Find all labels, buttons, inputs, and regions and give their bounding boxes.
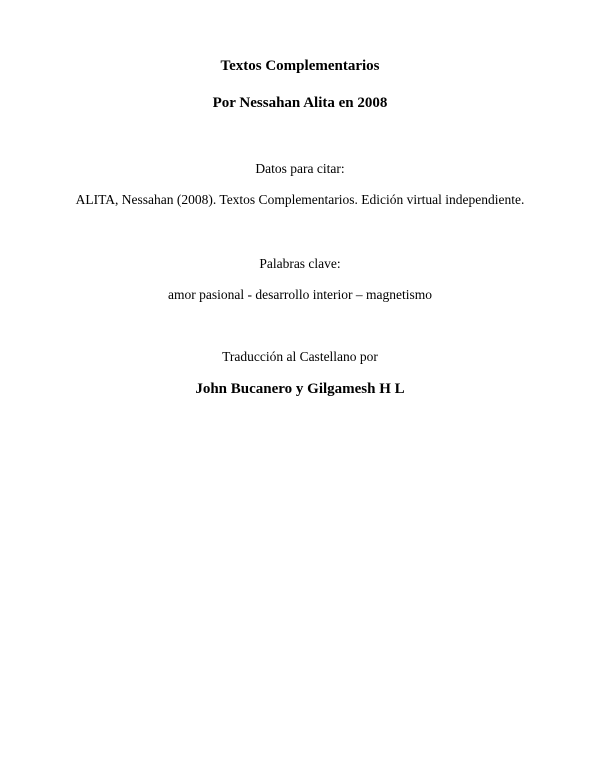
translation-label: Traducción al Castellano por (222, 349, 378, 364)
keywords-label: Palabras clave: (259, 256, 341, 271)
translators: John Bucanero y Gilgamesh H L (195, 381, 405, 397)
document-title: Textos Complementarios (220, 58, 380, 74)
keywords-text: amor pasional - desarrollo interior – magnetismo (168, 287, 432, 302)
author-line: Por Nessahan Alita en 2008 (212, 95, 388, 111)
citation-label: Datos para citar: (255, 161, 345, 176)
citation-text: ALITA, Nessahan (2008). Textos Complementarios. Edición virtual independiente. (75, 192, 525, 207)
